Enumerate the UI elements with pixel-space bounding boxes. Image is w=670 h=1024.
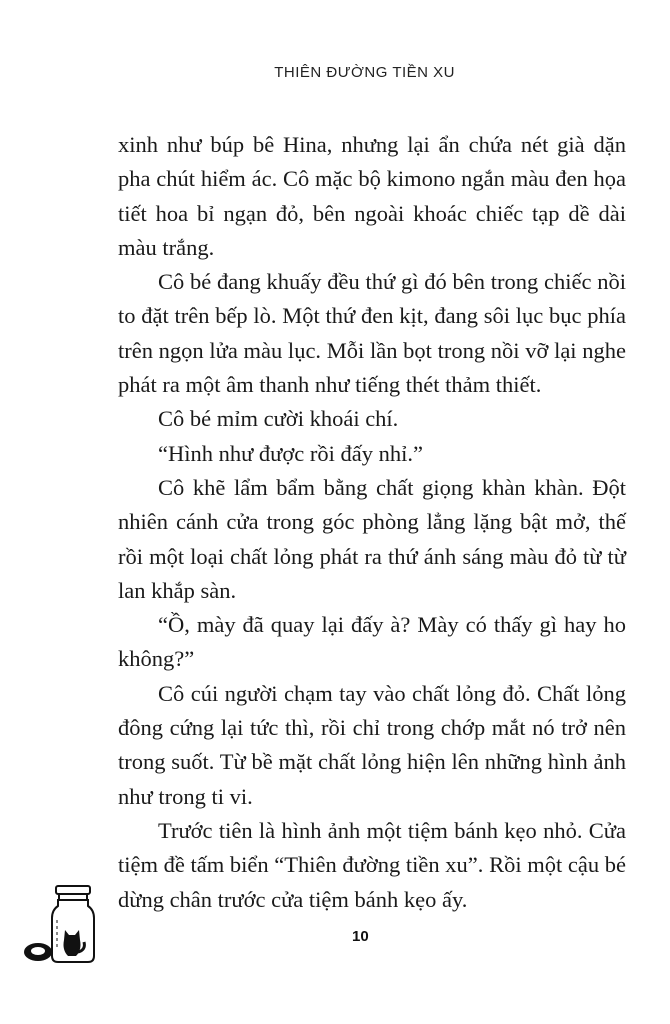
paragraph: “Hình như được rồi đấy nhỉ.” xyxy=(158,440,423,466)
jar-with-cat-icon xyxy=(18,880,104,966)
page-number: 10 xyxy=(352,928,369,945)
paragraph: Cô bé mỉm cười khoái chí. xyxy=(158,406,399,432)
running-header: THIÊN ĐƯỜNG TIỀN XU xyxy=(274,64,455,81)
body-text xyxy=(118,128,626,917)
paragraph: “Ồ, mày đã quay lại đấy à? Mày có thấy gì hay ho không?” xyxy=(118,612,626,672)
paragraph: xinh như búp bê Hina, nhưng lại ẩn chứa nét già dặn pha chút hiểm ác. Cô mặc bộ kimono ngắn màu đen họa tiết hoa bỉ ngạn đỏ, bên ngoài khoác chiếc tạp dề dài màu trắng. xyxy=(118,132,626,260)
paragraph: Trước tiên là hình ảnh một tiệm bánh kẹo nhỏ. Cửa tiệm đề tấm biển “Thiên đường tiền xu”. Rồi một cậu bé dừng chân trước cửa tiệm bánh kẹo ấy. xyxy=(118,817,626,912)
paragraph: Cô khẽ lẩm bẩm bằng chất giọng khàn khàn. Đột nhiên cánh cửa trong góc phòng lẳng lặng bật mở, thế rồi một loại chất lỏng phát ra thứ ánh sáng màu đỏ từ từ lan khắp sàn. xyxy=(118,474,626,603)
paragraph: Cô bé đang khuấy đều thứ gì đó bên trong chiếc nồi to đặt trên bếp lò. Một thứ đen kịt, đang sôi lục bục phía trên ngọn lửa màu lục. Mỗi lần bọt trong nồi vỡ lại nghe phát ra một âm thanh như tiếng thét thảm thiết. xyxy=(118,269,626,398)
paragraph: Cô cúi người chạm tay vào chất lỏng đỏ. Chất lỏng đông cứng lại tức thì, rồi chỉ trong chớp mắt nó trở nên trong suốt. Từ bề mặt chất lỏng hiện lên những hình ảnh như trong ti vi. xyxy=(118,680,626,809)
